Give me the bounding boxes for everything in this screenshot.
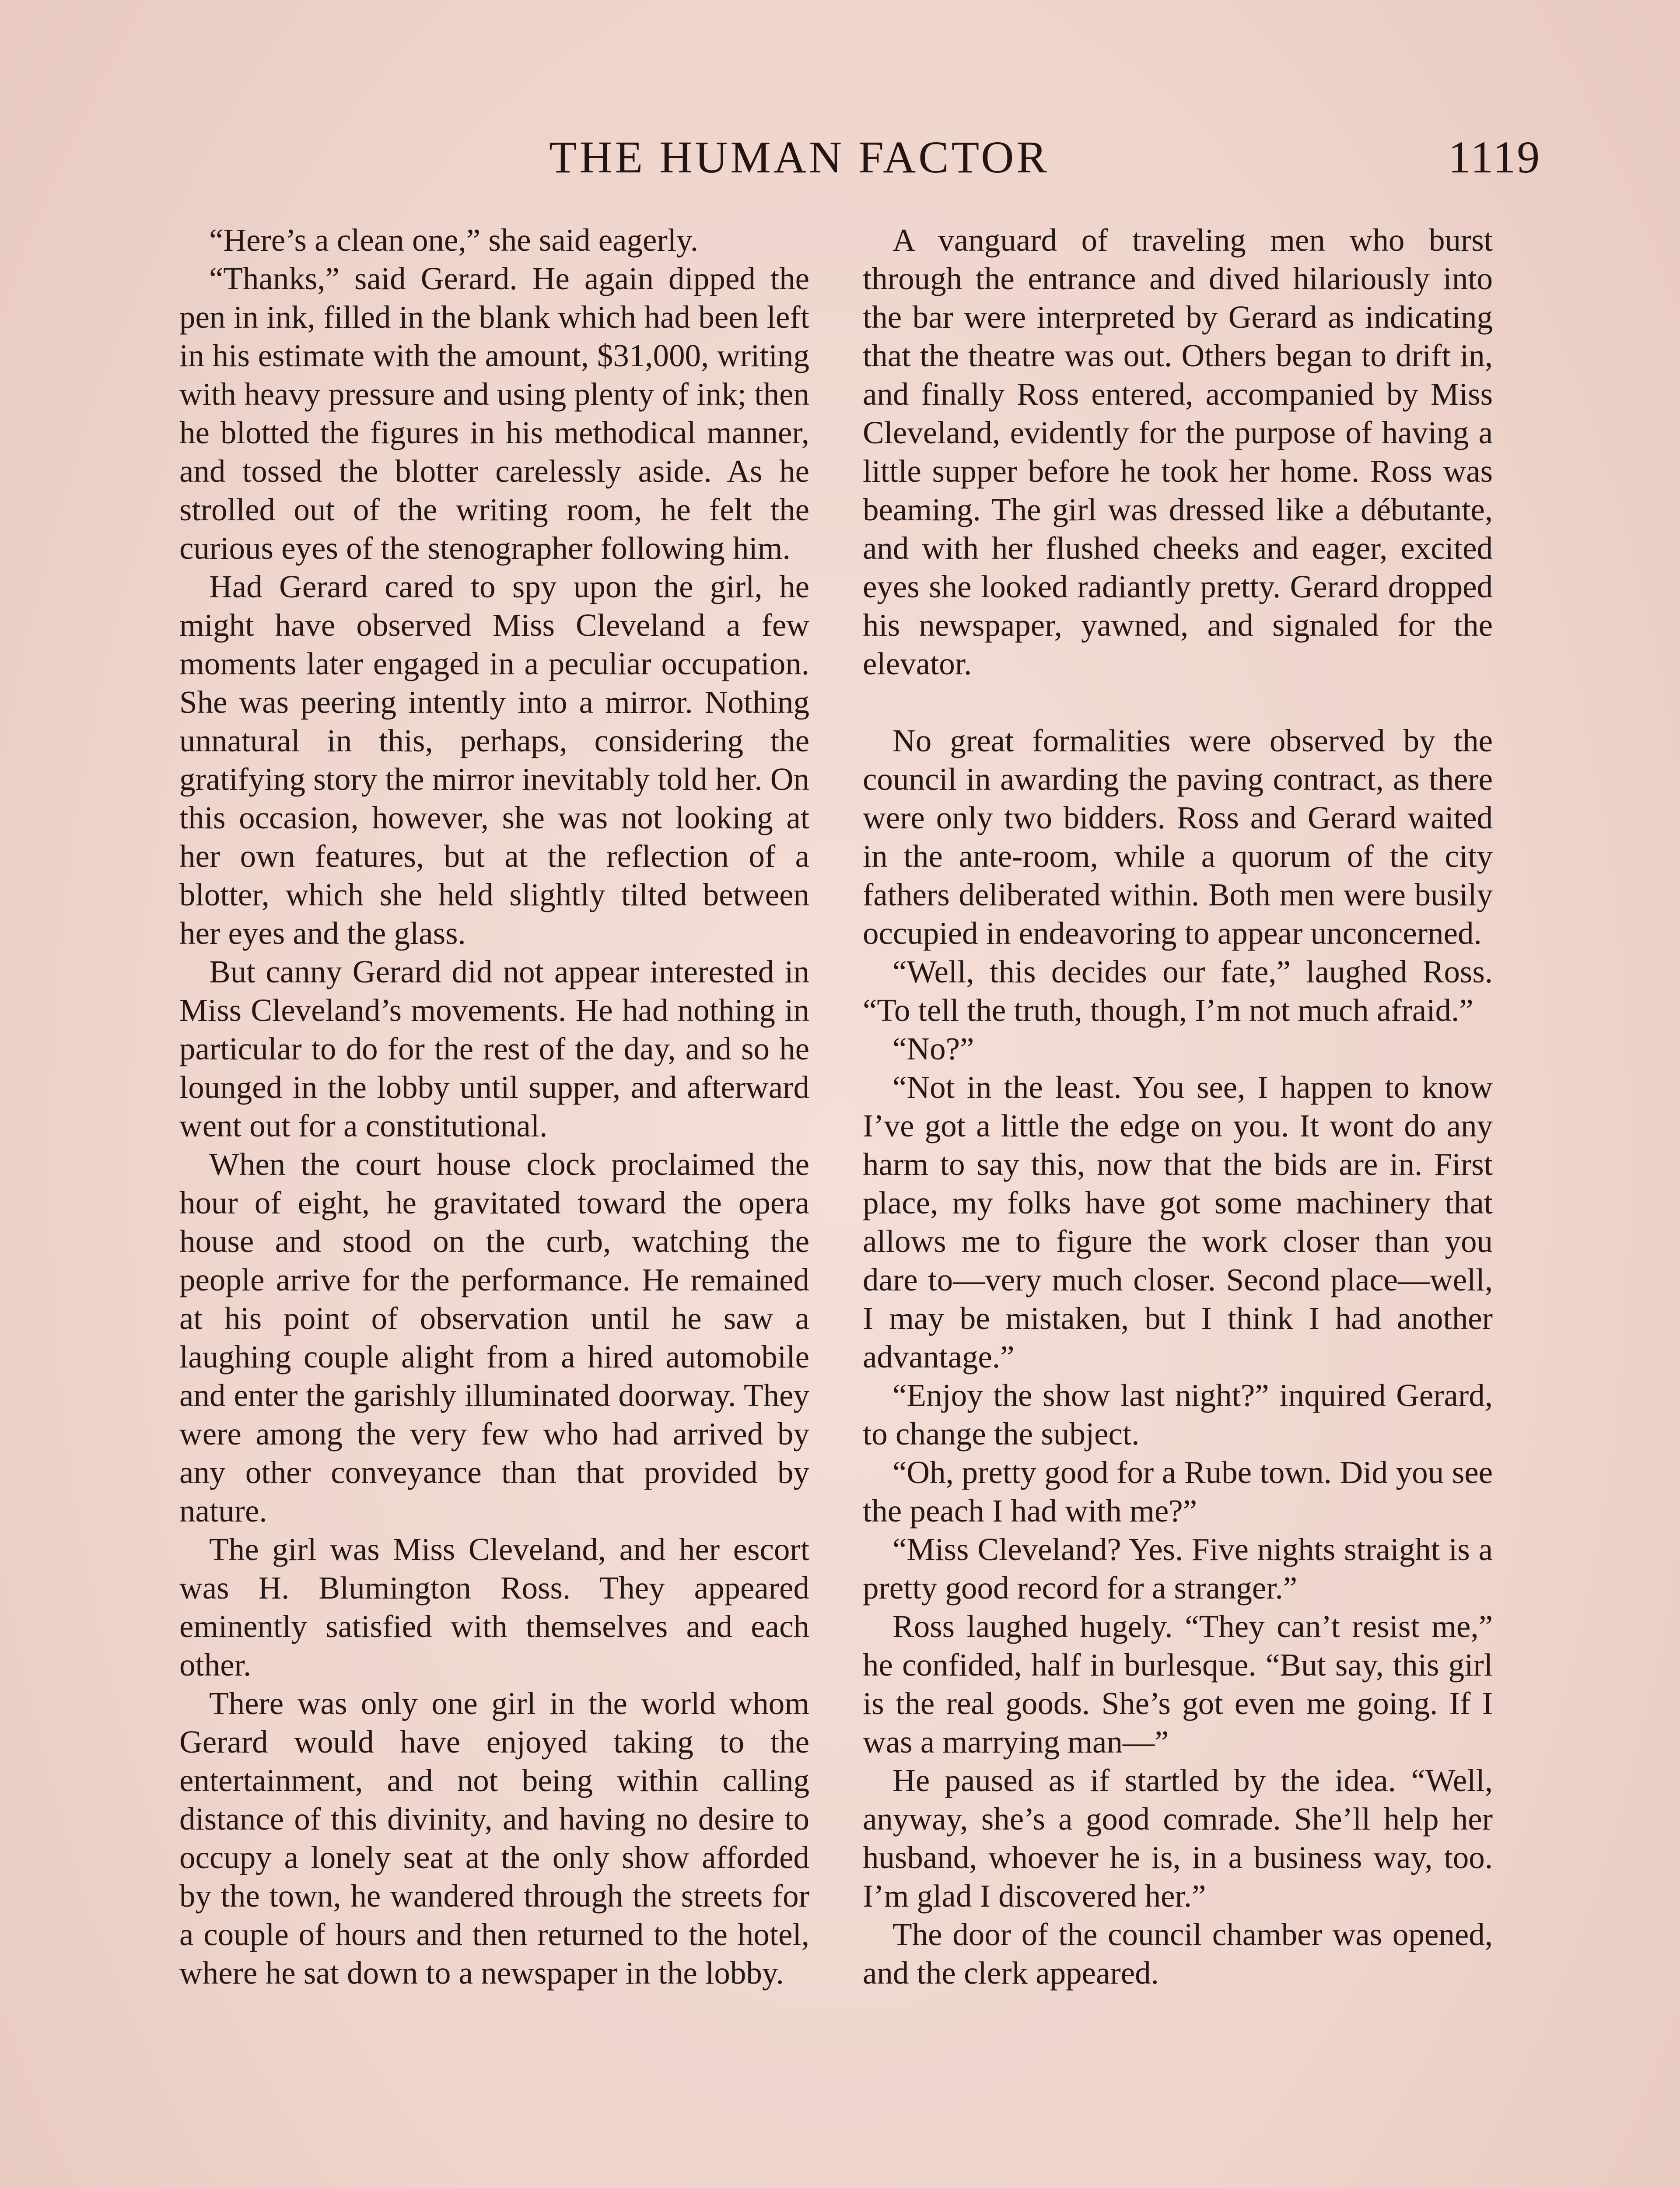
paragraph-right-4: “No?”: [892, 1031, 974, 1066]
paragraph-right-11: The door of the council chamber was opened, and the clerk appeared.: [863, 1917, 1493, 1991]
paragraph-left-7: There was only one girl in the world whom Gerard would have enjoyed taking to the entertainment, and not being within calling distance of this divinity, and having no desire to occupy a lonely seat at the only show afforded by the town, he wandered through the streets for a couple of hours and then returned to the hotel, where he sat down to a newspaper in the lobby.: [179, 1686, 809, 1991]
paragraph-right-7: “Oh, pretty good for a Rube town. Did you see the peach I had with me?”: [863, 1455, 1493, 1529]
paragraph-left-6: The girl was Miss Cleveland, and her escort was H. Blumington Ross. They appeared eminently satisfied with themselves and each other.: [179, 1532, 809, 1683]
paragraph-left-4: But canny Gerard did not appear interested in Miss Cleveland’s movements. He had nothing in particular to do for the rest of the day, and so he lounged in the lobby until supper, and afterward went out for a constitutional.: [179, 954, 809, 1143]
paragraph-right-3: “Well, this decides our fate,” laughed Ross. “To tell the truth, though, I’m not much afraid.”: [863, 954, 1493, 1028]
paragraph-right-1: A vanguard of traveling men who burst through the entrance and dived hilariously into the bar were interpreted by Gerard as indicating that the theatre was out. Others began to drift in, and finally Ross entered, accompanied by Miss Cleveland, evidently for the purpose of having a little supper before he took her home. Ross was beaming. The girl was dressed like a débutante, and with her flushed cheeks and eager, excited eyes she looked radiantly pretty. Gerard dropped his newspaper, yawned, and signaled for the elevator.: [863, 222, 1493, 681]
paragraph-left-5: When the court house clock proclaimed the hour of eight, he gravitated toward the opera house and stood on the curb, watching the people arrive for the performance. He remained at his point of observation until he saw a laughing couple alight from a hired automobile and enter the garishly illuminated doorway. They were among the very few who had arrived by any other conveyance than that provided by nature.: [179, 1147, 809, 1529]
paragraph-right-2: No great formalities were observed by the council in awarding the paving contract, as there were only two bidders. Ross and Gerard waited in the ante-room, while a quorum of the city fathers deliberated within. Both men were busily occupied in endeavoring to appear unconcerned.: [863, 723, 1493, 951]
running-title: THE HUMAN FACTOR: [549, 132, 1050, 182]
paragraph-right-5: “Not in the least. You see, I happen to know I’ve got a little the edge on you. It wont do any harm to say this, now that the bids are in. First place, my folks have got some machinery that allows me to figure the work closer than you dare to—very much closer. Second place—well, I may be mistaken, but I think I had another advantage.”: [863, 1069, 1493, 1375]
page-number: 1119: [1448, 132, 1541, 182]
paragraph-right-6: “Enjoy the show last night?” inquired Gerard, to change the subject.: [863, 1378, 1493, 1452]
paragraph-left-1: “Here’s a clean one,” she said eagerly.: [209, 222, 699, 258]
paragraph-left-3: Had Gerard cared to spy upon the girl, he might have observed Miss Cleveland a few moments later engaged in a peculiar occupation. She was peering intently into a mirror. Nothing unnatural in this, perhaps, considering the gratifying story the mirror inevitably told her. On this occasion, however, she was not looking at her own features, but at the reflection of a blotter, which she held slightly tilted between her eyes and the glass.: [179, 569, 809, 951]
running-head: [0, 131, 1680, 193]
paragraph-right-8: “Miss Cleveland? Yes. Five nights straight is a pretty good record for a stranger.”: [863, 1532, 1493, 1606]
right-column: [863, 221, 1493, 1992]
paragraph-left-2: “Thanks,” said Gerard. He again dipped the pen in ink, filled in the blank which had been left in his estimate with the amount, $31,000, writing with heavy pressure and using plenty of ink; then he blotted the figures in his methodical manner, and tossed the blotter carelessly aside. As he strolled out of the writing room, he felt the curious eyes of the stenographer following him.: [179, 261, 809, 566]
left-column: [179, 221, 809, 1992]
paragraph-right-10: He paused as if startled by the idea. “Well, anyway, she’s a good comrade. She’ll help her husband, whoever he is, in a business way, too. I’m glad I discovered her.”: [863, 1763, 1493, 1914]
paragraph-right-9: Ross laughed hugely. “They can’t resist me,” he confided, half in burlesque. “But say, this girl is the real goods. She’s got even me going. If I was a marrying man—”: [863, 1609, 1493, 1760]
